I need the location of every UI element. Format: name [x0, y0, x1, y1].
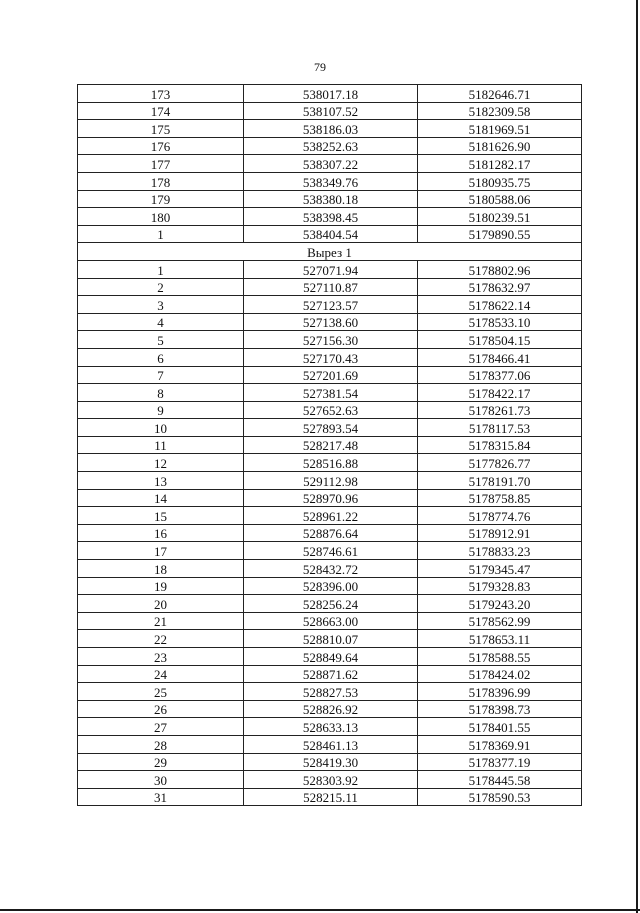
x-coordinate-cell: 527381.54	[244, 384, 418, 402]
y-coordinate-cell: 5178117.53	[418, 419, 582, 437]
y-coordinate-cell: 5181969.51	[418, 120, 582, 138]
section-title: Вырез 1	[78, 243, 582, 261]
point-number-cell: 8	[78, 384, 244, 402]
x-coordinate-cell: 528810.07	[244, 630, 418, 648]
x-coordinate-cell: 528303.92	[244, 771, 418, 789]
point-number-cell: 22	[78, 630, 244, 648]
table-row	[78, 648, 582, 666]
table-row	[78, 595, 582, 613]
y-coordinate-cell: 5178315.84	[418, 436, 582, 454]
y-coordinate-cell: 5178398.73	[418, 700, 582, 718]
x-coordinate-cell: 527110.87	[244, 278, 418, 296]
x-coordinate-cell: 527652.63	[244, 401, 418, 419]
table-row	[78, 172, 582, 190]
x-coordinate-cell: 538349.76	[244, 172, 418, 190]
y-coordinate-cell: 5177826.77	[418, 454, 582, 472]
x-coordinate-cell: 528970.96	[244, 489, 418, 507]
table-row	[78, 137, 582, 155]
table-row	[78, 665, 582, 683]
point-number-cell: 16	[78, 524, 244, 542]
point-number-cell: 21	[78, 612, 244, 630]
point-number-cell: 14	[78, 489, 244, 507]
x-coordinate-cell: 538307.22	[244, 155, 418, 173]
y-coordinate-cell: 5178758.85	[418, 489, 582, 507]
point-number-cell: 174	[78, 102, 244, 120]
x-coordinate-cell: 528961.22	[244, 507, 418, 525]
coordinates-table-body	[78, 85, 582, 806]
x-coordinate-cell: 538186.03	[244, 120, 418, 138]
table-row	[78, 577, 582, 595]
table-row	[78, 788, 582, 806]
point-number-cell: 176	[78, 137, 244, 155]
table-row	[78, 454, 582, 472]
y-coordinate-cell: 5181282.17	[418, 155, 582, 173]
y-coordinate-cell: 5178833.23	[418, 542, 582, 560]
y-coordinate-cell: 5178653.11	[418, 630, 582, 648]
y-coordinate-cell: 5178424.02	[418, 665, 582, 683]
table-row	[78, 331, 582, 349]
table-row	[78, 700, 582, 718]
point-number-cell: 179	[78, 190, 244, 208]
x-coordinate-cell: 528827.53	[244, 683, 418, 701]
table-row	[78, 612, 582, 630]
x-coordinate-cell: 538398.45	[244, 208, 418, 226]
point-number-cell: 180	[78, 208, 244, 226]
y-coordinate-cell: 5180239.51	[418, 208, 582, 226]
y-coordinate-cell: 5182646.71	[418, 85, 582, 103]
point-number-cell: 177	[78, 155, 244, 173]
table-row	[78, 85, 582, 103]
point-number-cell: 20	[78, 595, 244, 613]
y-coordinate-cell: 5181626.90	[418, 137, 582, 155]
point-number-cell: 1	[78, 260, 244, 278]
y-coordinate-cell: 5178396.99	[418, 683, 582, 701]
point-number-cell: 18	[78, 560, 244, 578]
table-row	[78, 366, 582, 384]
y-coordinate-cell: 5178774.76	[418, 507, 582, 525]
point-number-cell: 27	[78, 718, 244, 736]
y-coordinate-cell: 5179345.47	[418, 560, 582, 578]
y-coordinate-cell: 5178369.91	[418, 735, 582, 753]
x-coordinate-cell: 527138.60	[244, 313, 418, 331]
x-coordinate-cell: 528871.62	[244, 665, 418, 683]
x-coordinate-cell: 528663.00	[244, 612, 418, 630]
point-number-cell: 17	[78, 542, 244, 560]
y-coordinate-cell: 5178261.73	[418, 401, 582, 419]
point-number-cell: 31	[78, 788, 244, 806]
table-row	[78, 419, 582, 437]
table-row	[78, 384, 582, 402]
point-number-cell: 30	[78, 771, 244, 789]
x-coordinate-cell: 528516.88	[244, 454, 418, 472]
x-coordinate-cell: 528461.13	[244, 735, 418, 753]
y-coordinate-cell: 5178590.53	[418, 788, 582, 806]
point-number-cell: 23	[78, 648, 244, 666]
point-number-cell: 3	[78, 296, 244, 314]
table-row	[78, 472, 582, 490]
table-row	[78, 208, 582, 226]
page-number: 79	[314, 60, 326, 74]
y-coordinate-cell: 5178401.55	[418, 718, 582, 736]
table-row	[78, 718, 582, 736]
table-row	[78, 507, 582, 525]
y-coordinate-cell: 5178422.17	[418, 384, 582, 402]
y-coordinate-cell: 5178632.97	[418, 278, 582, 296]
point-number-cell: 29	[78, 753, 244, 771]
x-coordinate-cell: 527893.54	[244, 419, 418, 437]
scan-edge-right	[636, 0, 638, 913]
y-coordinate-cell: 5178377.06	[418, 366, 582, 384]
table-row	[78, 753, 582, 771]
y-coordinate-cell: 5178588.55	[418, 648, 582, 666]
y-coordinate-cell: 5178622.14	[418, 296, 582, 314]
x-coordinate-cell: 528215.11	[244, 788, 418, 806]
x-coordinate-cell: 527170.43	[244, 348, 418, 366]
y-coordinate-cell: 5180588.06	[418, 190, 582, 208]
table-row	[78, 489, 582, 507]
point-number-cell: 12	[78, 454, 244, 472]
table-row	[78, 560, 582, 578]
table-row	[78, 278, 582, 296]
point-number-cell: 2	[78, 278, 244, 296]
point-number-cell: 4	[78, 313, 244, 331]
x-coordinate-cell: 538107.52	[244, 102, 418, 120]
x-coordinate-cell: 528849.64	[244, 648, 418, 666]
table-row	[78, 771, 582, 789]
x-coordinate-cell: 538017.18	[244, 85, 418, 103]
point-number-cell: 7	[78, 366, 244, 384]
table-row	[78, 542, 582, 560]
point-number-cell: 5	[78, 331, 244, 349]
point-number-cell: 11	[78, 436, 244, 454]
y-coordinate-cell: 5178504.15	[418, 331, 582, 349]
table-row	[78, 735, 582, 753]
y-coordinate-cell: 5179243.20	[418, 595, 582, 613]
table-row	[78, 313, 582, 331]
table-row	[78, 120, 582, 138]
x-coordinate-cell: 528746.61	[244, 542, 418, 560]
y-coordinate-cell: 5178912.91	[418, 524, 582, 542]
x-coordinate-cell: 528419.30	[244, 753, 418, 771]
x-coordinate-cell: 538252.63	[244, 137, 418, 155]
x-coordinate-cell: 528876.64	[244, 524, 418, 542]
point-number-cell: 26	[78, 700, 244, 718]
y-coordinate-cell: 5178802.96	[418, 260, 582, 278]
table-row	[78, 436, 582, 454]
table-row	[78, 401, 582, 419]
y-coordinate-cell: 5179328.83	[418, 577, 582, 595]
scan-edge-bottom	[0, 909, 640, 911]
table-row	[78, 524, 582, 542]
y-coordinate-cell: 5178562.99	[418, 612, 582, 630]
y-coordinate-cell: 5178377.19	[418, 753, 582, 771]
y-coordinate-cell: 5180935.75	[418, 172, 582, 190]
y-coordinate-cell: 5179890.55	[418, 225, 582, 243]
section-row	[78, 243, 582, 261]
table-row	[78, 155, 582, 173]
point-number-cell: 178	[78, 172, 244, 190]
x-coordinate-cell: 527156.30	[244, 331, 418, 349]
x-coordinate-cell: 538404.54	[244, 225, 418, 243]
coordinates-table	[77, 84, 582, 806]
x-coordinate-cell: 528432.72	[244, 560, 418, 578]
point-number-cell: 1	[78, 225, 244, 243]
table-row	[78, 683, 582, 701]
point-number-cell: 13	[78, 472, 244, 490]
y-coordinate-cell: 5178445.58	[418, 771, 582, 789]
point-number-cell: 15	[78, 507, 244, 525]
point-number-cell: 28	[78, 735, 244, 753]
point-number-cell: 173	[78, 85, 244, 103]
x-coordinate-cell: 527071.94	[244, 260, 418, 278]
point-number-cell: 24	[78, 665, 244, 683]
y-coordinate-cell: 5178533.10	[418, 313, 582, 331]
table-row	[78, 348, 582, 366]
x-coordinate-cell: 528256.24	[244, 595, 418, 613]
x-coordinate-cell: 527201.69	[244, 366, 418, 384]
table-row	[78, 225, 582, 243]
x-coordinate-cell: 528633.13	[244, 718, 418, 736]
table-row	[78, 260, 582, 278]
x-coordinate-cell: 528396.00	[244, 577, 418, 595]
y-coordinate-cell: 5178466.41	[418, 348, 582, 366]
x-coordinate-cell: 528826.92	[244, 700, 418, 718]
x-coordinate-cell: 527123.57	[244, 296, 418, 314]
point-number-cell: 175	[78, 120, 244, 138]
x-coordinate-cell: 528217.48	[244, 436, 418, 454]
point-number-cell: 19	[78, 577, 244, 595]
point-number-cell: 25	[78, 683, 244, 701]
point-number-cell: 9	[78, 401, 244, 419]
x-coordinate-cell: 538380.18	[244, 190, 418, 208]
y-coordinate-cell: 5182309.58	[418, 102, 582, 120]
table-row	[78, 102, 582, 120]
table-row	[78, 296, 582, 314]
point-number-cell: 6	[78, 348, 244, 366]
table-row	[78, 190, 582, 208]
y-coordinate-cell: 5178191.70	[418, 472, 582, 490]
x-coordinate-cell: 529112.98	[244, 472, 418, 490]
table-row	[78, 630, 582, 648]
point-number-cell: 10	[78, 419, 244, 437]
